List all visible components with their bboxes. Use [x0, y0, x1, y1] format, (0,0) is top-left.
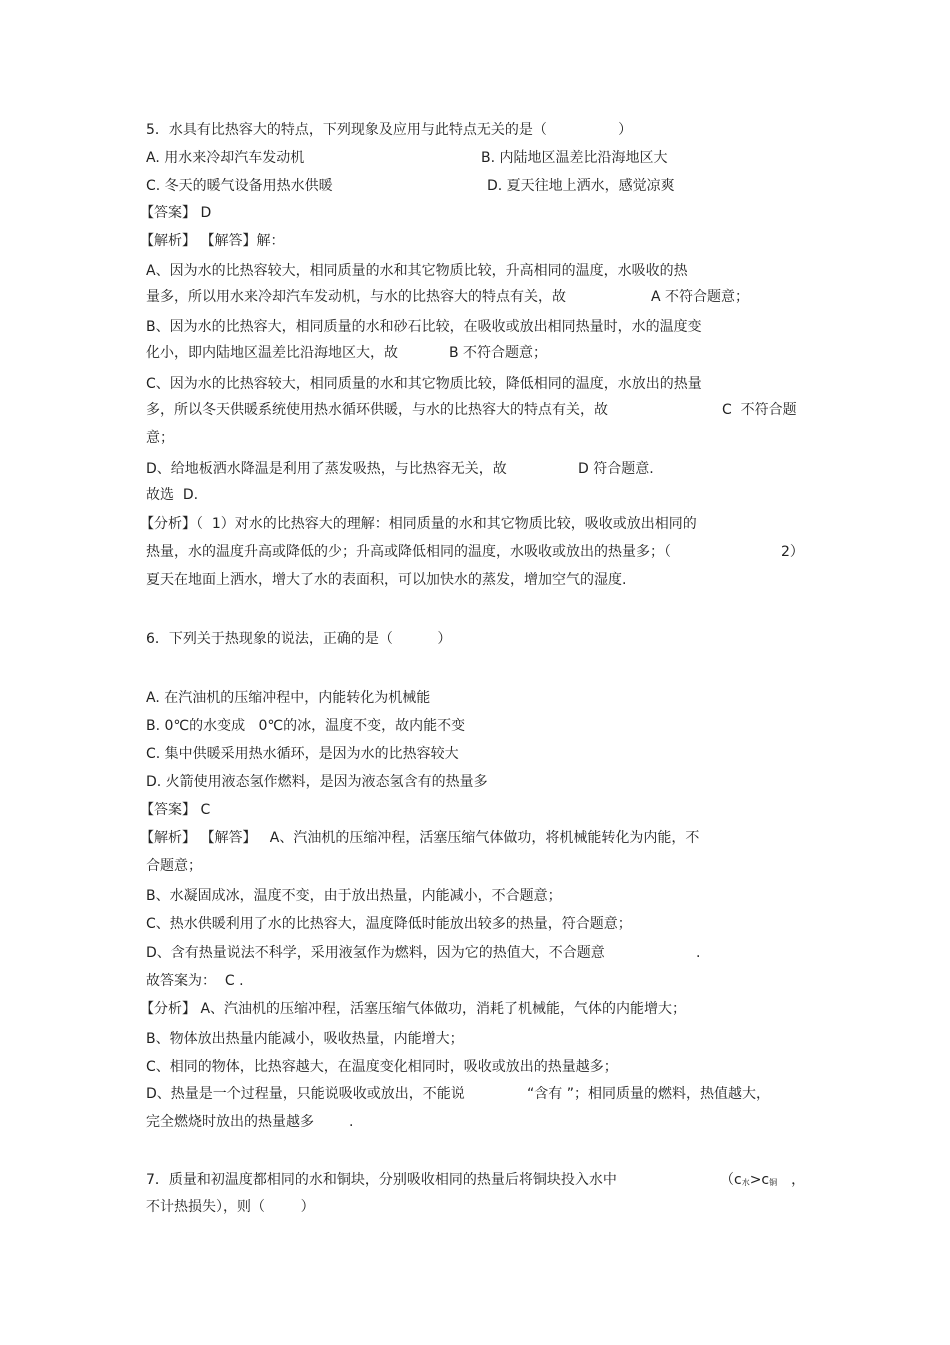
question-5-option-d: D. 夏天往地上洒水，感觉凉爽 [487, 178, 675, 194]
question-5-analysis-d-verdict: D 符合题意. [578, 461, 654, 477]
question-7-stem-line2: 不计热损失），则（ ） [146, 1199, 315, 1215]
question-6-analysis-c: C、热水供暖利用了水的比热容大，温度降低时能放出较多的热量，符合题意； [146, 916, 632, 932]
question-5-option-c: C. 冬天的暖气设备用热水供暖 [146, 178, 333, 194]
question-5-analysis-a-verdict: A 不符合题意； [651, 289, 750, 305]
question-6-stem: 6．下列关于热现象的说法，正确的是（ ） [146, 631, 452, 647]
question-6-summary-a: 【分析】 A、汽油机的压缩冲程，活塞压缩气体做功，消耗了机械能，气体的内能增大； [140, 1001, 687, 1017]
question-5-option-b: B. 内陆地区温差比沿海地区大 [481, 150, 668, 166]
question-5-analysis-d-line1: D、给地板洒水降温是利用了蒸发吸热，与比热容无关，故 [146, 461, 507, 477]
question-5-answer: 【答案】 D [140, 205, 212, 221]
question-6-option-b: B. 0℃的水变成 0℃的冰，温度不变，故内能不变 [146, 718, 466, 734]
question-6-conclusion: 故答案为： C . [146, 973, 244, 989]
question-5-summary-line3: 夏天在地面上洒水，增大了水的表面积，可以加快水的蒸发，增加空气的湿度. [146, 572, 627, 588]
question-6-option-a: A. 在汽油机的压缩冲程中，内能转化为机械能 [146, 690, 431, 706]
question-6-analysis-line1: 【解析】 【解答】 A、汽油机的压缩冲程，活塞压缩气体做功，将机械能转化为内能，不 [140, 830, 700, 846]
question-6-option-d: D. 火箭使用液态氢作燃料，是因为液态氢含有的热量多 [146, 774, 488, 790]
question-5-analysis-c-verdict: C 不符合题 [722, 402, 797, 418]
question-6-analysis-b: B、水凝固成冰，温度不变，由于放出热量，内能减小，不合题意； [146, 888, 562, 904]
question-5-analysis-c-line3: 意； [146, 430, 174, 446]
question-6-summary-d-line1: D、热量是一个过程量，只能说吸收或放出，不能说 [146, 1086, 465, 1102]
question-5-summary-line2: 热量，水的温度升高或降低的少；升高或降低相同的温度，水吸收或放出的热量多；（ [146, 544, 671, 560]
question-6-summary-d-period: . [349, 1114, 354, 1130]
question-6-summary-d-line1-cont: “含有 ”；相同质量的燃料，热值越大， [527, 1086, 770, 1102]
question-6-analysis-d-period: . [696, 945, 701, 961]
question-6-summary-d-line2: 完全燃烧时放出的热量越多 [146, 1114, 314, 1130]
question-6-option-c: C. 集中供暖采用热水循环，是因为水的比热容较大 [146, 746, 459, 762]
question-5-analysis-heading: 【解析】 【解答】解： [140, 233, 285, 249]
question-7-stem-line1: 7．质量和初温度都相同的水和铜块，分别吸收相同的热量后将铜块投入水中 [146, 1172, 617, 1188]
question-5-analysis-c-line1: C、因为水的比热容较大，相同质量的水和其它物质比较，降低相同的温度，水放出的热量 [146, 376, 702, 392]
question-6-summary-b: B、物体放出热量内能减小，吸收热量，内能增大； [146, 1031, 464, 1047]
question-5-conclusion: 故选 D. [146, 487, 199, 503]
question-5-stem: 5．水具有比热容大的特点，下列现象及应用与此特点无关的是（ ） [146, 122, 633, 138]
question-5-analysis-b-line2: 化小，即内陆地区温差比沿海地区大，故 [146, 345, 398, 361]
question-5-summary-line1: 【分析】（ 1）对水的比热容大的理解：相同质量的水和其它物质比较，吸收或放出相同的 [140, 516, 697, 532]
question-5-analysis-b-line1: B、因为水的比热容大，相同质量的水和砂石比较，在吸收或放出相同热量时，水的温度变 [146, 319, 702, 335]
question-5-analysis-c-line2: 多，所以冬天供暖系统使用热水循环供暖，与水的比热容大的特点有关，故 [146, 402, 608, 418]
question-6-analysis-line2: 合题意； [146, 858, 202, 874]
question-6-analysis-d: D、含有热量说法不科学，采用液氢作为燃料，因为它的热值大，不合题意 [146, 945, 605, 961]
question-6-summary-c: C、相同的物体，比热容越大，在温度变化相同时，吸收或放出的热量越多； [146, 1059, 618, 1075]
question-5-analysis-a-line2: 量多，所以用水来冷却汽车发动机，与水的比热容大的特点有关，故 [146, 289, 566, 305]
question-7-condition: （$c_水>c_铜$ ， [720, 1172, 806, 1188]
question-5-analysis-b-verdict: B 不符合题意； [449, 345, 548, 361]
question-6-answer: 【答案】 C [140, 802, 211, 818]
question-5-option-a: A. 用水来冷却汽车发动机 [146, 150, 305, 166]
question-5-summary-point2: 2） [781, 544, 804, 560]
question-5-analysis-a-line1: A、因为水的比热容较大，相同质量的水和其它物质比较，升高相同的温度，水吸收的热 [146, 263, 688, 279]
